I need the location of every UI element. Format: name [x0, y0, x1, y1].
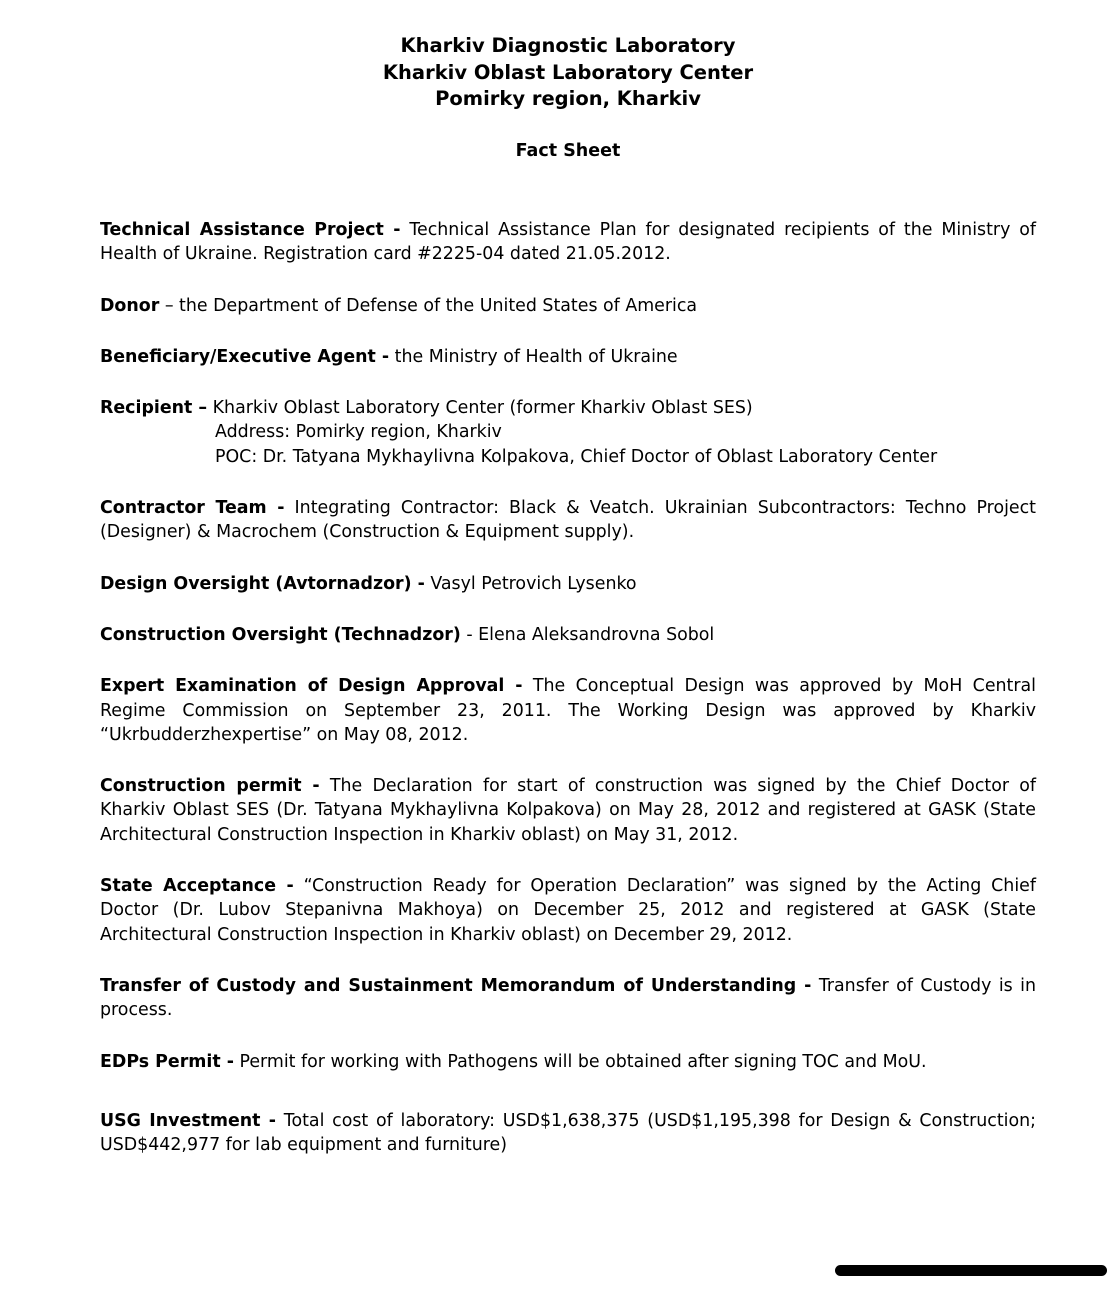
section-contractor-team [100, 496, 1036, 545]
section-text: – the Department of Defense of the United States of America [164, 295, 698, 316]
section-text: Kharkiv Oblast Laboratory Center (former Kharkiv Oblast SES) [212, 398, 753, 419]
section-label: Contractor Team - [100, 498, 285, 519]
section-label: Construction Oversight (Technadzor) [100, 624, 461, 645]
section-donor [100, 294, 1036, 318]
document-body [100, 218, 1036, 1157]
section-design-oversight [100, 572, 1036, 596]
document-title: Fact Sheet [515, 140, 621, 161]
section-label: Construction permit - [100, 776, 320, 797]
section-label: Expert Examination of Design Approval - [100, 676, 523, 697]
section-label: EDPs Permit - [100, 1051, 234, 1072]
horizontal-scrollbar[interactable] [835, 1265, 1107, 1276]
section-text: the Ministry of Health of Ukraine [394, 346, 678, 367]
section-label: State Acceptance - [100, 876, 294, 897]
section-construction-permit [100, 774, 1036, 847]
section-text: Transfer of Custody is in process. [100, 975, 1036, 1021]
section-expert-examination [100, 674, 1036, 747]
section-text: Technical Assistance Plan for designated recipients of the Ministry of Health of Ukraine. Registration card #2225-04 dated 21.05.2012. [100, 220, 1037, 265]
section-label: Design Oversight (Avtornadzor) - [100, 573, 425, 594]
section-label: Transfer of Custody and Sustainment Memorandum of Understanding - [100, 975, 812, 996]
section-construction-oversight [100, 623, 1036, 647]
section-text: The Declaration for start of construction was signed by the Chief Doctor of Kharkiv Oblast SES (Dr. Tatyana Mykhaylivna Kolpakova) on May 28, 2012 and registered at GASK (State Architectural Construction Inspection in Kharkiv oblast) on May 31, 2012. [100, 776, 1036, 845]
recipient-address: Address: Pomirky region, Kharkiv [215, 422, 502, 443]
section-text: The Conceptual Design was approved by MoH Central Regime Commission on September 23, 2011. The Working Design was approved by Kharkiv “Ukrbudderzhexpertise” on May 08, 2012. [100, 676, 1036, 745]
section-text: Integrating Contractor: Black & Veatch. Ukrainian Subcontractors: Techno Project (Designer) & Macrochem (Construction & Equipment supply). [100, 498, 1036, 543]
recipient-poc: POC: Dr. Tatyana Mykhaylivna Kolpakova, Chief Doctor of Oblast Laboratory Center [215, 446, 938, 467]
section-technical-assistance [100, 218, 1036, 267]
section-state-acceptance [100, 874, 1036, 947]
section-text: Permit for working with Pathogens will be obtained after signing TOC and MoU. [239, 1051, 927, 1072]
section-label: Donor [100, 295, 160, 316]
section-transfer-of-custody [100, 974, 1036, 1023]
section-label: USG Investment - [100, 1110, 276, 1131]
header-lab-name: Kharkiv Diagnostic Laboratory [400, 34, 736, 57]
section-edps-permit [100, 1050, 1036, 1074]
section-text: Total cost of laboratory: USD$1,638,375 (USD$1,195,398 for Design & Construction; USD$442,977 for lab equipment and furniture) [100, 1110, 1036, 1156]
section-label: Technical Assistance Project - [100, 220, 401, 240]
document-header [0, 33, 1107, 162]
section-text: - Elena Aleksandrovna Sobol [466, 624, 715, 645]
section-text: Vasyl Petrovich Lysenko [430, 573, 637, 594]
section-label: Beneficiary/Executive Agent - [100, 346, 390, 367]
header-location: Pomirky region, Kharkiv [435, 87, 701, 110]
section-beneficiary [100, 345, 1036, 369]
header-center-name: Kharkiv Oblast Laboratory Center [382, 60, 754, 84]
section-label: Recipient – [100, 398, 208, 419]
section-usg-investment [100, 1109, 1036, 1158]
section-recipient [100, 396, 1036, 469]
section-text: “Construction Ready for Operation Declaration” was signed by the Acting Chief Doctor (Dr. Lubov Stepanivna Makhoya) on December 25, 2012 and registered at GASK (State Architectural Construction Inspection in Kharkiv oblast) on December 29, 2012. [100, 876, 1036, 945]
